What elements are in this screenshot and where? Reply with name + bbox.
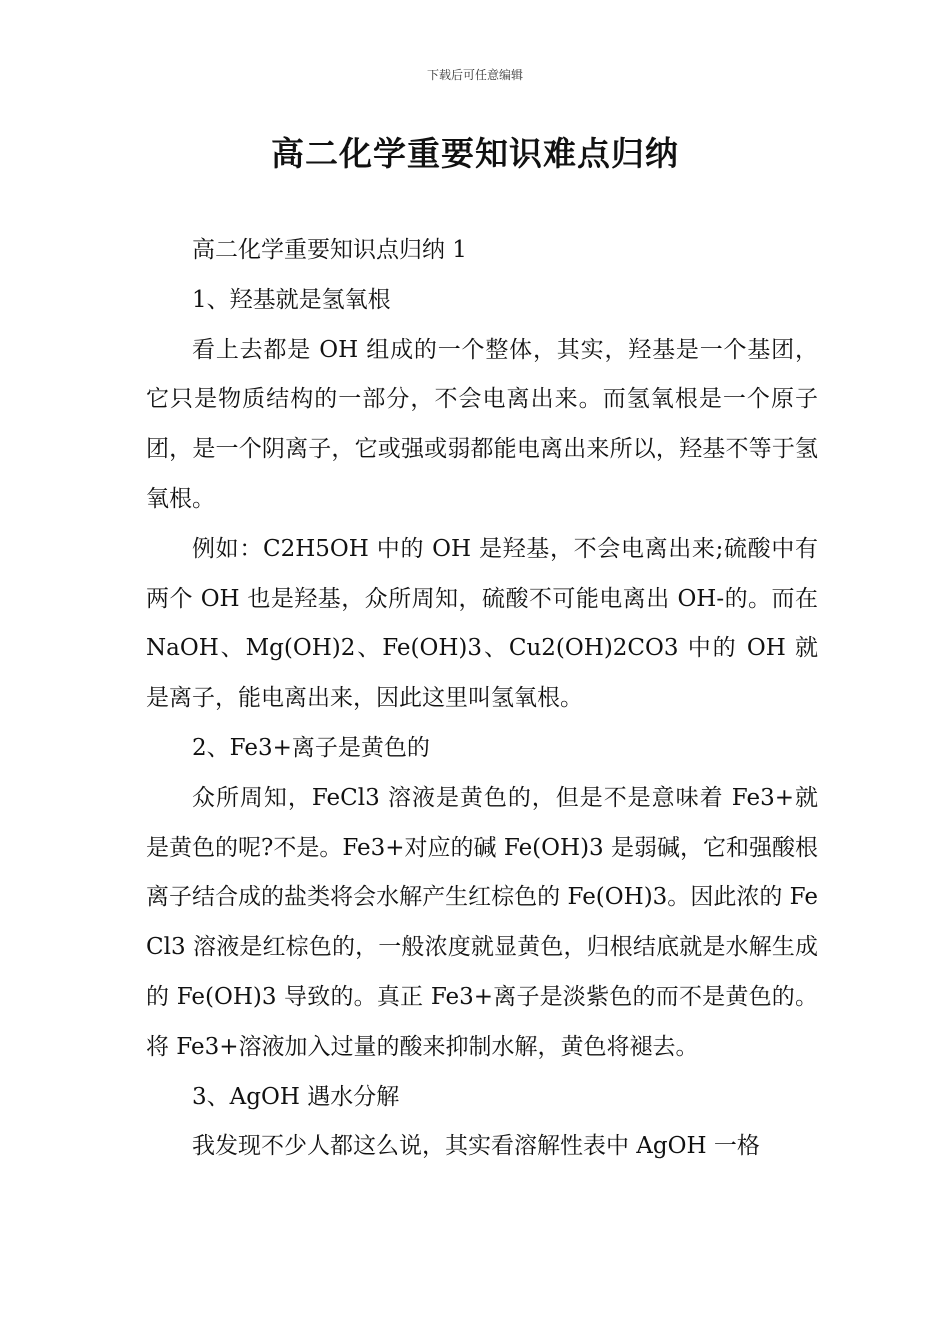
paragraph: 看上去都是 OH 组成的一个整体，其实，羟基是一个基团，它只是物质结构的一部分，不会电离出来。而氢氧根是一个原子团，是一个阴离子，它或强或弱都能电离出来所以，羟基不等于氢氧根。 — [146, 336, 818, 512]
subheading-fe3: 2、Fe3+离子是黄色的 — [192, 734, 430, 761]
document-title: 高二化学重要知识难点归纳 — [271, 134, 679, 173]
header-note: 下载后可任意编辑 — [426, 68, 523, 82]
paragraph: 例如：C2H5OH 中的 OH 是羟基，不会电离出来;硫酸中有两个 OH 也是羟基，众所周知，硫酸不可能电离出 OH-的。而在 NaOH、Mg(OH)2、Fe(OH)3、Cu2(OH)2CO3 中的 OH 就是离子，能电离出来，因此这里叫氢氧根。 — [146, 535, 818, 712]
section-heading: 高二化学重要知识点归纳 1 — [192, 237, 467, 263]
subheading-agoh: 3、AgOH 遇水分解 — [192, 1083, 400, 1110]
paragraph: 我发现不少人都这么说，其实看溶解性表中 AgOH 一格 — [192, 1133, 760, 1160]
subheading-hydroxyl: 1、羟基就是氢氧根 — [192, 286, 391, 313]
paragraph: 众所周知，FeCl3 溶液是黄色的，但是不是意味着 Fe3+就是黄色的呢?不是。Fe3+对应的碱 Fe(OH)3 是弱碱，它和强酸根离子结合成的盐类将会水解产生红棕色的 Fe(OH)3。因此浓的 FeCl3 溶液是红棕色的，一般浓度就显黄色，归根结底就是水解生成的 Fe(OH)3 导致的。真正 Fe3+离子是淡紫色的而不是黄色的。将 Fe3+溶液加入过量的酸来抑制水解，黄色将褪去。 — [146, 784, 818, 1060]
document-body — [146, 226, 818, 1172]
